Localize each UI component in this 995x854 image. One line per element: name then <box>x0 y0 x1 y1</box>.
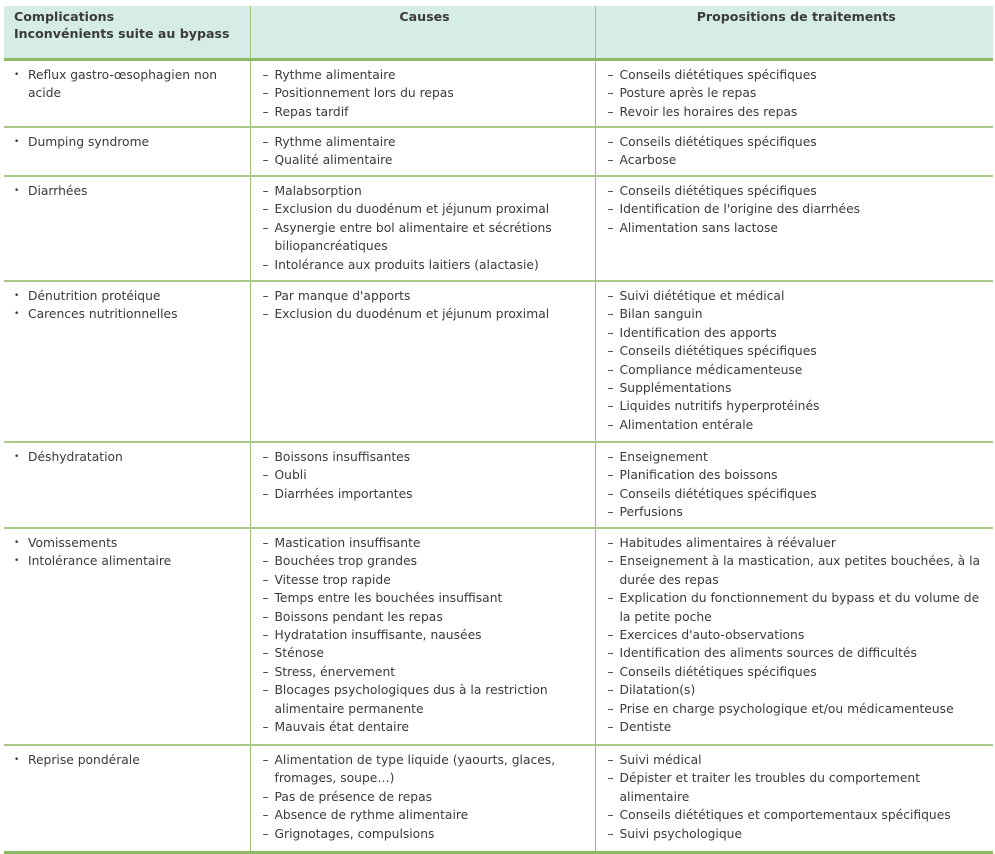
treatment-text: Conseils diététiques spécifiques <box>619 664 817 679</box>
dash-marker: – <box>607 344 614 359</box>
dash-marker: – <box>262 202 269 217</box>
complication-item <box>12 552 244 570</box>
dash-marker: – <box>607 153 614 168</box>
bullet-marker: • <box>14 755 20 765</box>
treatment-text: Enseignement à la mastication, aux petites bouchées, à la durée des repas <box>619 554 981 587</box>
cause-item <box>259 133 589 151</box>
cause-item <box>259 182 589 200</box>
treatment-item <box>604 219 988 237</box>
treatment-text: Prise en charge psychologique et/ou médicamenteuse <box>619 701 954 716</box>
complications-table <box>4 6 993 854</box>
treatment-text: Explication du fonctionnement du bypass et du volume de la petite poche <box>619 591 980 624</box>
treatment-text: Conseils diététiques spécifiques <box>619 135 817 149</box>
dash-marker: – <box>607 808 614 823</box>
dash-marker: – <box>262 135 269 149</box>
treatment-item <box>604 534 988 552</box>
treatment-item <box>604 589 988 626</box>
cause-item <box>259 485 589 503</box>
complication-list <box>12 534 244 571</box>
treatment-text: Conseils diététiques spécifiques <box>619 486 817 501</box>
cause-item <box>259 84 589 102</box>
complication-item <box>12 182 244 200</box>
dash-marker: – <box>607 220 614 235</box>
cause-text: Repas tardif <box>274 104 349 119</box>
cause-text: Absence de rythme alimentaire <box>274 808 469 823</box>
complication-text: Intolérance alimentaire <box>28 554 172 569</box>
treatments-cell <box>595 176 993 281</box>
treatment-list <box>604 287 988 434</box>
dash-marker: – <box>607 289 614 303</box>
cause-text: Boissons insuffisantes <box>274 450 411 464</box>
cause-item <box>259 534 589 552</box>
dash-marker: – <box>262 536 269 550</box>
dash-marker: – <box>607 184 614 198</box>
cause-item <box>259 151 589 169</box>
cause-item <box>259 825 589 843</box>
treatment-item <box>604 133 988 151</box>
dash-marker: – <box>262 572 269 587</box>
complication-item <box>12 448 244 466</box>
cause-list <box>259 66 589 121</box>
dash-marker: – <box>262 220 269 235</box>
cause-text: Blocages psychologiques dus à la restriction alimentaire permanente <box>274 683 548 716</box>
treatment-list <box>604 534 988 736</box>
complications-cell <box>4 127 250 176</box>
complications-cell <box>4 442 250 528</box>
cause-text: Hydratation insuffisante, nausées <box>274 628 482 643</box>
cause-text: Positionnement lors du repas <box>274 86 454 101</box>
cause-item <box>259 626 589 644</box>
dash-marker: – <box>607 554 614 569</box>
treatment-item <box>604 151 988 169</box>
dash-marker: – <box>262 289 269 303</box>
complications-cell <box>4 60 250 128</box>
dash-marker: – <box>607 701 614 716</box>
dash-marker: – <box>262 86 269 101</box>
bullet-marker: • <box>14 70 20 80</box>
complications-cell <box>4 745 250 853</box>
dash-marker: – <box>607 720 614 735</box>
header-row <box>4 6 993 60</box>
table-row <box>4 442 993 528</box>
treatment-item <box>604 448 988 466</box>
dash-marker: – <box>262 104 269 119</box>
causes-cell <box>250 176 595 281</box>
dash-marker: – <box>262 486 269 501</box>
cause-text: Pas de présence de repas <box>274 789 433 804</box>
dash-marker: – <box>262 646 269 661</box>
dash-marker: – <box>607 450 614 464</box>
treatments-cell <box>595 745 993 853</box>
dash-marker: – <box>262 591 269 606</box>
treatment-text: Habitudes alimentaires à réévaluer <box>619 536 836 550</box>
cause-text: Diarrhées importantes <box>274 486 413 501</box>
complication-item <box>12 751 244 769</box>
dash-marker: – <box>607 68 614 82</box>
treatment-text: Alimentation sans lactose <box>619 220 778 235</box>
cause-text: Rythme alimentaire <box>274 135 396 149</box>
treatment-item <box>604 751 988 769</box>
bullet-marker: • <box>14 538 20 548</box>
cause-item <box>259 287 589 305</box>
treatment-item <box>604 379 988 397</box>
treatment-item <box>604 485 988 503</box>
dash-marker: – <box>607 683 614 698</box>
cause-item <box>259 571 589 589</box>
cause-item <box>259 466 589 484</box>
causes-cell <box>250 60 595 128</box>
dash-marker: – <box>607 399 614 414</box>
dash-marker: – <box>262 184 269 198</box>
cause-item <box>259 718 589 736</box>
treatment-item <box>604 681 988 699</box>
header-complications <box>4 6 250 60</box>
dash-marker: – <box>262 257 269 272</box>
treatment-list <box>604 448 988 522</box>
dash-marker: – <box>262 554 269 569</box>
dash-marker: – <box>607 505 614 520</box>
complication-text: Reprise pondérale <box>28 753 140 767</box>
bullet-marker: • <box>14 309 20 320</box>
treatment-text: Suivi diététique et médical <box>619 289 785 303</box>
table-row <box>4 281 993 442</box>
treatment-text: Acarbose <box>619 153 677 168</box>
complication-list <box>12 287 244 324</box>
dash-marker: – <box>607 202 614 217</box>
treatment-text: Dilatation(s) <box>619 683 696 698</box>
treatment-text: Perfusions <box>619 505 683 520</box>
cause-item <box>259 806 589 824</box>
treatment-text: Identification des aliments sources de difficultés <box>619 646 917 661</box>
treatment-text: Revoir les horaires des repas <box>619 104 798 119</box>
causes-cell <box>250 281 595 442</box>
dash-marker: – <box>607 135 614 149</box>
bullet-marker: • <box>14 137 20 147</box>
complications-cell <box>4 176 250 281</box>
treatment-text: Suivi psychologique <box>619 826 743 841</box>
dash-marker: – <box>607 486 614 501</box>
dash-marker: – <box>607 362 614 377</box>
cause-text: Oubli <box>274 468 307 483</box>
treatment-text: Suivi médical <box>619 753 702 767</box>
dash-marker: – <box>262 307 269 322</box>
table-row <box>4 528 993 745</box>
cause-text: Rythme alimentaire <box>274 68 396 82</box>
dash-marker: – <box>262 609 269 624</box>
dash-marker: – <box>262 468 269 483</box>
header-treatments: Propositions de traitements <box>595 6 993 60</box>
dash-marker: – <box>262 753 269 767</box>
treatment-text: Exercices d'auto-observations <box>619 628 805 643</box>
cause-text: Grignotages, compulsions <box>274 826 435 841</box>
complication-item <box>12 66 244 103</box>
complication-text: Reflux gastro-œsophagien non acide <box>28 68 218 101</box>
dash-marker: – <box>262 664 269 679</box>
treatments-cell <box>595 127 993 176</box>
treatment-text: Posture après le repas <box>619 86 757 101</box>
treatment-text: Conseils diététiques spécifiques <box>619 68 817 82</box>
causes-cell <box>250 442 595 528</box>
treatment-item <box>604 397 988 415</box>
cause-text: Mauvais état dentaire <box>274 720 409 735</box>
treatment-text: Planification des boissons <box>619 468 778 483</box>
treatment-item <box>604 324 988 342</box>
treatment-item <box>604 552 988 589</box>
table-row <box>4 127 993 176</box>
treatment-text: Identification de l'origine des diarrhées <box>619 202 861 217</box>
complication-text: Diarrhées <box>28 184 88 198</box>
header-complications-line2: Inconvénients suite au bypass <box>14 26 230 41</box>
header-causes: Causes <box>250 6 595 60</box>
complication-list <box>12 751 244 769</box>
treatment-item <box>604 718 988 736</box>
treatment-item <box>604 287 988 305</box>
dash-marker: – <box>262 683 269 698</box>
complication-text: Dumping syndrome <box>28 135 150 149</box>
treatment-item <box>604 644 988 662</box>
cause-text: Boissons pendant les repas <box>274 609 443 624</box>
cause-item <box>259 608 589 626</box>
cause-text: Asynergie entre bol alimentaire et sécrétions biliopancréatiques <box>274 220 552 254</box>
dash-marker: – <box>607 417 614 432</box>
header-complications-line1: Complications <box>14 9 115 24</box>
treatment-item <box>604 342 988 360</box>
treatment-text: Dentiste <box>619 720 672 735</box>
table-row <box>4 176 993 281</box>
treatment-item <box>604 103 988 121</box>
cause-item <box>259 200 589 218</box>
dash-marker: – <box>607 753 614 767</box>
cause-item <box>259 681 589 718</box>
treatment-item <box>604 66 988 84</box>
dash-marker: – <box>607 646 614 661</box>
cause-item <box>259 663 589 681</box>
treatment-item <box>604 663 988 681</box>
dash-marker: – <box>607 325 614 340</box>
cause-item <box>259 448 589 466</box>
causes-cell <box>250 127 595 176</box>
dash-marker: – <box>607 771 614 786</box>
treatment-text: Dépister et traiter les troubles du comportement alimentaire <box>619 771 921 804</box>
cause-text: Exclusion du duodénum et jéjunum proximal <box>274 202 550 217</box>
cause-text: Bouchées trop grandes <box>274 554 418 569</box>
treatment-text: Enseignement <box>619 450 708 464</box>
treatment-text: Bilan sanguin <box>619 307 703 322</box>
dash-marker: – <box>607 591 614 606</box>
cause-item <box>259 103 589 121</box>
dash-marker: – <box>607 86 614 101</box>
dash-marker: – <box>262 68 269 82</box>
treatment-list <box>604 133 988 170</box>
treatment-item <box>604 769 988 806</box>
treatment-item <box>604 84 988 102</box>
cause-list <box>259 287 589 324</box>
cause-list <box>259 448 589 503</box>
treatment-text: Liquides nutritifs hyperprotéinés <box>619 399 820 414</box>
cause-item <box>259 644 589 662</box>
treatment-item <box>604 700 988 718</box>
treatment-text: Supplémentations <box>619 381 732 396</box>
treatment-text: Conseils diététiques spécifiques <box>619 184 817 198</box>
cause-text: Par manque d'apports <box>274 289 411 303</box>
cause-text: Exclusion du duodénum et jéjunum proximal <box>274 307 550 322</box>
complication-text: Vomissements <box>28 536 118 550</box>
cause-text: Malabsorption <box>274 184 362 198</box>
cause-item <box>259 305 589 323</box>
treatment-text: Alimentation entérale <box>619 417 754 432</box>
complication-list <box>12 182 244 200</box>
cause-text: Vitesse trop rapide <box>274 572 391 587</box>
complication-list <box>12 66 244 103</box>
treatment-item <box>604 466 988 484</box>
table-row <box>4 745 993 853</box>
dash-marker: – <box>607 664 614 679</box>
dash-marker: – <box>262 789 269 804</box>
cause-text: Temps entre les bouchées insuffisant <box>274 591 503 606</box>
dash-marker: – <box>607 307 614 322</box>
treatments-cell <box>595 528 993 745</box>
treatment-item <box>604 503 988 521</box>
complication-item <box>12 305 244 323</box>
treatment-item <box>604 806 988 824</box>
treatment-list <box>604 66 988 121</box>
cause-text: Mastication insuffisante <box>274 536 421 550</box>
treatment-item <box>604 626 988 644</box>
complications-cell <box>4 281 250 442</box>
dash-marker: – <box>607 468 614 483</box>
cause-item <box>259 788 589 806</box>
cause-list <box>259 534 589 736</box>
causes-cell <box>250 528 595 745</box>
treatment-item <box>604 305 988 323</box>
treatment-list <box>604 751 988 843</box>
complications-cell <box>4 528 250 745</box>
treatments-cell <box>595 281 993 442</box>
complication-text: Déshydratation <box>28 450 123 464</box>
dash-marker: – <box>262 153 269 168</box>
complication-item <box>12 287 244 305</box>
complication-text: Dénutrition protéique <box>28 289 161 303</box>
cause-list <box>259 182 589 274</box>
causes-cell <box>250 745 595 853</box>
dash-marker: – <box>262 808 269 823</box>
treatment-item <box>604 200 988 218</box>
cause-text: Qualité alimentaire <box>274 153 393 168</box>
treatment-item <box>604 182 988 200</box>
dash-marker: – <box>607 826 614 841</box>
treatment-item <box>604 416 988 434</box>
cause-list <box>259 133 589 170</box>
treatment-text: Conseils diététiques spécifiques <box>619 344 817 359</box>
dash-marker: – <box>262 450 269 464</box>
treatment-list <box>604 182 988 237</box>
dash-marker: – <box>262 826 269 841</box>
bullet-marker: • <box>14 452 20 462</box>
cause-item <box>259 219 589 256</box>
cause-text: Stress, énervement <box>274 664 396 679</box>
cause-item <box>259 751 589 788</box>
dash-marker: – <box>607 628 614 643</box>
cause-item <box>259 589 589 607</box>
table-row <box>4 60 993 128</box>
treatments-cell <box>595 442 993 528</box>
bullet-marker: • <box>14 291 20 301</box>
cause-item <box>259 256 589 274</box>
cause-list <box>259 751 589 843</box>
treatment-text: Conseils diététiques et comportementaux spécifiques <box>619 808 951 823</box>
complication-item <box>12 133 244 151</box>
treatment-text: Identification des apports <box>619 325 777 340</box>
cause-item <box>259 66 589 84</box>
cause-text: Sténose <box>274 646 324 661</box>
treatment-item <box>604 361 988 379</box>
complication-list <box>12 448 244 466</box>
treatments-cell <box>595 60 993 128</box>
dash-marker: – <box>607 536 614 550</box>
bullet-marker: • <box>14 556 20 567</box>
complication-text: Carences nutritionnelles <box>28 307 178 322</box>
cause-text: Alimentation de type liquide (yaourts, glaces, fromages, soupe…) <box>274 753 556 786</box>
treatment-item <box>604 825 988 843</box>
complication-list <box>12 133 244 151</box>
complication-item <box>12 534 244 552</box>
bullet-marker: • <box>14 186 20 196</box>
dash-marker: – <box>262 720 269 735</box>
cause-text: Intolérance aux produits laitiers (alactasie) <box>274 257 539 272</box>
treatment-text: Compliance médicamenteuse <box>619 362 803 377</box>
dash-marker: – <box>607 381 614 396</box>
cause-item <box>259 552 589 570</box>
dash-marker: – <box>607 104 614 119</box>
dash-marker: – <box>262 628 269 643</box>
